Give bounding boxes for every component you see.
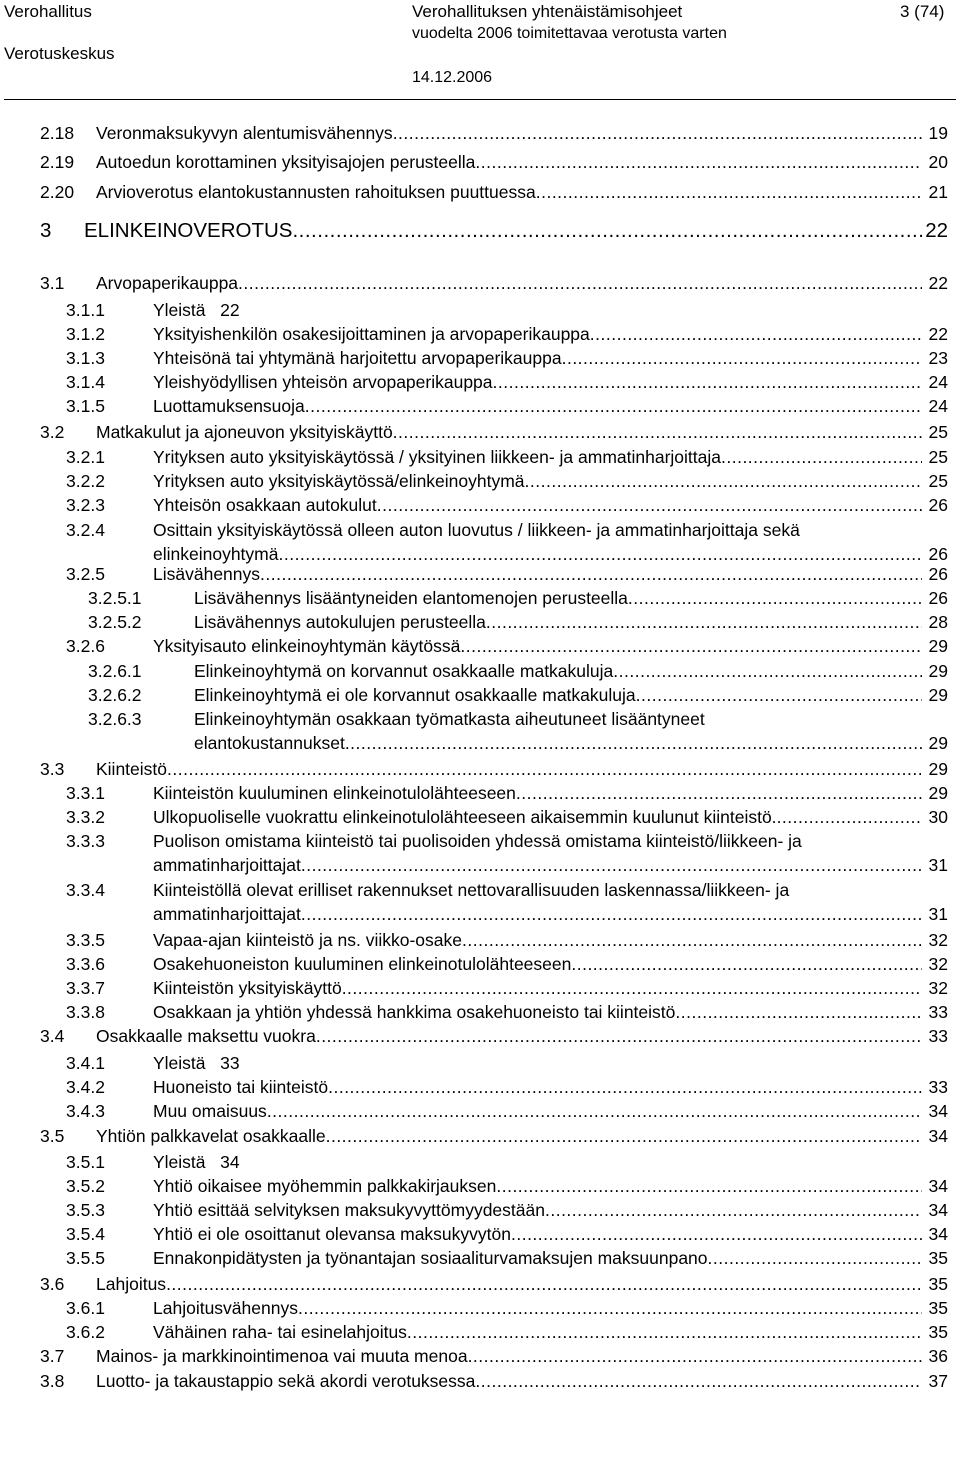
dot-leader — [511, 1222, 922, 1246]
dot-leader — [708, 1246, 922, 1270]
toc-entry-title-continued: ammatinharjoittajat — [153, 855, 301, 875]
toc-entry-title: Lahjoitusvähennys — [153, 1298, 298, 1318]
toc-entry-number: 3.2.2 — [66, 471, 105, 491]
toc-entry-page: 26 — [928, 564, 948, 584]
toc-entry-number: 3.5 — [40, 1126, 65, 1146]
toc-entry-number: 3.3.7 — [66, 978, 105, 998]
toc-entry-page: 26 — [928, 544, 948, 564]
page-header — [0, 0, 960, 100]
toc-entry-title: Lisävähennys autokulujen perusteella — [194, 612, 486, 632]
toc-entry-number: 3.2.3 — [66, 495, 105, 515]
dot-leader — [721, 445, 922, 469]
toc-entry-title: Yhteisön osakkaan autokulut — [153, 495, 377, 515]
toc-entry-title: Elinkeinoyhtymä ei ole korvannut osakkaalle matkakuluja — [194, 685, 636, 705]
toc-entry-title: Kiinteistöllä olevat erilliset rakennukset nettovarallisuuden laskennassa/liikkeen- ja — [153, 880, 790, 900]
toc-entry-number: 3.5.2 — [66, 1176, 105, 1196]
dot-leader — [536, 180, 922, 204]
toc-entry-title: Osittain yksityiskäytössä olleen auton luovutus / liikkeen- ja ammatinharjoittaja sekä — [153, 520, 800, 540]
unit-name: Verotuskeskus — [4, 44, 115, 63]
toc-entry-page: 24 — [928, 372, 948, 392]
dot-leader — [238, 271, 922, 295]
toc-entry-number: 3.2 — [40, 422, 65, 442]
dot-leader — [468, 1344, 922, 1368]
toc-entry-page: 25 — [928, 471, 948, 491]
toc-entry-page: 26 — [928, 495, 948, 515]
toc-entry-number: 3.6 — [40, 1274, 65, 1294]
toc-entry-page: 34 — [928, 1200, 948, 1220]
toc-entry-page: 29 — [928, 685, 948, 705]
toc-entry-page: 29 — [928, 783, 948, 803]
toc-entry-title: Lisävähennys lisääntyneiden elantomenojen perusteella — [194, 588, 628, 608]
toc-entry-title: Yhteisönä tai yhtymänä harjoitettu arvopaperikauppa — [153, 348, 562, 368]
toc-entry-page: 28 — [928, 612, 948, 632]
toc-entry-number: 3.2.1 — [66, 447, 105, 467]
toc-entry-title: Arvioverotus elantokustannusten rahoituksen puuttuessa — [96, 182, 536, 202]
toc-entry-title: Kiinteistön kuuluminen elinkeinotulolähteeseen — [153, 783, 516, 803]
toc-entry-title: Autoedun korottaminen yksityisajojen perusteella — [96, 152, 476, 172]
dot-leader — [407, 1320, 922, 1344]
toc-entry-title: Muu omaisuus — [153, 1101, 267, 1121]
toc-entry-page: 34 — [928, 1126, 948, 1146]
toc-entry-number: 3.7 — [40, 1346, 65, 1366]
toc-entry-page: 24 — [928, 396, 948, 416]
toc-entry-number: 3.4.1 — [66, 1053, 105, 1073]
toc-entry-page: 29 — [928, 759, 948, 779]
toc-entry-number: 3.1.5 — [66, 396, 105, 416]
toc-entry-title: Osakkaan ja yhtiön yhdessä hankkima osakehuoneisto tai kiinteistö — [153, 1002, 676, 1022]
toc-entry-number: 3.2.5.1 — [88, 588, 142, 608]
toc-entry-number: 2.20 — [40, 182, 75, 202]
dot-leader — [613, 659, 922, 683]
toc-entry-number: 3.3 — [40, 759, 65, 779]
toc-entry-title: Osakkaalle maksettu vuokra — [96, 1026, 316, 1046]
toc-entry-page: 29 — [928, 661, 948, 681]
toc-entry-number: 3.5.4 — [66, 1224, 105, 1244]
toc-entry-page: 33 — [928, 1026, 948, 1046]
toc-entry-title: Kiinteistö — [96, 759, 168, 779]
dot-leader — [675, 1000, 922, 1024]
toc-entry-title: Yleistä 33 — [153, 1053, 240, 1073]
toc-entry-title: Ennakonpidätysten ja työnantajan sosiaaliturvamaksujen maksuunpano — [153, 1248, 708, 1268]
toc-entry-page: 32 — [928, 930, 948, 950]
toc-entry-title: Yhtiö oikaisee myöhemmin palkkakirjauksen — [153, 1176, 497, 1196]
dot-leader — [342, 976, 922, 1000]
toc-entry-title: Huoneisto tai kiinteistö — [153, 1077, 329, 1097]
toc-entry-title: Yksityisauto elinkeinoyhtymän käytössä — [153, 636, 461, 656]
toc-entry-page: 36 — [928, 1346, 948, 1366]
toc-entry-number: 3.1.3 — [66, 348, 105, 368]
dot-leader — [525, 469, 922, 493]
toc-entry-number: 3.4.3 — [66, 1101, 105, 1121]
toc-entry-page: 34 — [928, 1176, 948, 1196]
toc-entry-title: Elinkeinoyhtymän osakkaan työmatkasta aiheutuneet lisääntyneet — [194, 709, 705, 729]
toc-entry-number: 3.2.6.3 — [88, 709, 142, 729]
toc-entry-title: Ulkopuoliselle vuokrattu elinkeinotulolähteeseen aikaisemmin kuulunut kiinteistö. — [153, 807, 777, 827]
toc-entry-number: 3 — [40, 219, 52, 242]
toc-entry-title: ELINKEINOVEROTUS — [84, 219, 293, 242]
dot-leader — [462, 928, 922, 952]
toc-entry-number: 3.5.3 — [66, 1200, 105, 1220]
toc-entry-title: Arvopaperikauppa — [96, 273, 239, 293]
toc-entry-title: Osakehuoneiston kuuluminen elinkeinotulolähteeseen — [153, 954, 572, 974]
toc-entry-page: 37 — [928, 1371, 948, 1391]
dot-leader — [345, 731, 922, 755]
toc-entry-number: 3.3.5 — [66, 930, 105, 950]
toc-entry-number: 3.3.4 — [66, 880, 105, 900]
dot-leader — [496, 1174, 922, 1198]
dot-leader — [475, 1369, 922, 1393]
toc-entry-number: 3.2.5.2 — [88, 612, 142, 632]
toc-entry-number: 3.1.1 — [66, 300, 105, 320]
dot-leader — [260, 562, 922, 586]
toc-entry-page: 21 — [928, 182, 948, 202]
dot-leader — [328, 1075, 922, 1099]
toc-entry-title: Yrityksen auto yksityiskäytössä/elinkeinoyhtymä — [153, 471, 525, 491]
header-divider — [4, 99, 956, 100]
toc-entry-number: 3.4 — [40, 1026, 65, 1046]
toc-entry-page: 29 — [928, 733, 948, 753]
toc-entry-number: 3.2.4 — [66, 520, 105, 540]
page-number: 3 (74) — [900, 2, 945, 21]
toc-entry-number: 3.1.4 — [66, 372, 105, 392]
toc-entry-number: 3.3.6 — [66, 954, 105, 974]
dot-leader — [298, 1296, 922, 1320]
toc-entry-page: 32 — [928, 978, 948, 998]
dot-leader — [305, 394, 922, 418]
toc-entry-page: 33 — [928, 1077, 948, 1097]
toc-entry-number: 3.3.8 — [66, 1002, 105, 1022]
dot-leader — [460, 634, 922, 658]
toc-entry-number: 3.4.2 — [66, 1077, 105, 1097]
dot-leader — [475, 150, 922, 174]
dot-leader — [562, 346, 922, 370]
dot-leader — [545, 1198, 922, 1222]
toc-entry-page: 31 — [928, 855, 948, 875]
document-title-line1: Verohallituksen yhtenäistämisohjeet — [412, 2, 683, 21]
dot-leader — [377, 493, 922, 517]
toc-entry-page: 34 — [928, 1101, 948, 1121]
toc-entry-number: 3.5.5 — [66, 1248, 105, 1268]
dot-leader — [486, 610, 922, 634]
toc-entry-number: 3.2.6 — [66, 636, 105, 656]
toc-entry-page: 33 — [928, 1002, 948, 1022]
toc-entry-title: Luottamuksensuoja — [153, 396, 305, 416]
toc-entry-title: Elinkeinoyhtymä on korvannut osakkaalle matkakuluja — [194, 661, 614, 681]
dot-leader — [777, 805, 922, 829]
toc-entry-number: 2.18 — [40, 123, 75, 143]
toc-entry-page: 19 — [928, 123, 948, 143]
toc-entry-page: 30 — [928, 807, 948, 827]
toc-entry-title: Yhtiö ei ole osoittanut olevansa maksukyvytön — [153, 1224, 511, 1244]
dot-leader — [571, 952, 922, 976]
toc-entry-number: 3.2.6.2 — [88, 685, 142, 705]
toc-entry-title: Yhtiön palkkavelat osakkaalle — [96, 1126, 326, 1146]
toc-entry-title: Vähäinen raha- tai esinelahjoitus — [153, 1322, 407, 1342]
toc-entry-title: Yksityishenkilön osakesijoittaminen ja arvopaperikauppa — [153, 324, 590, 344]
org-name: Verohallitus — [4, 2, 92, 21]
toc-entry-number: 3.2.5 — [66, 564, 105, 584]
dot-leader — [493, 370, 922, 394]
toc-entry-number: 3.5.1 — [66, 1152, 105, 1172]
toc-entry-title: Veronmaksukyvyn alentumisvähennys — [96, 123, 393, 143]
toc-entry-title: Lisävähennys — [153, 564, 261, 584]
toc-entry-page: 35 — [928, 1274, 948, 1294]
toc-entry-page: 35 — [928, 1322, 948, 1342]
document-title-line2: vuodelta 2006 toimitettavaa verotusta varten — [412, 25, 727, 42]
toc-entry-number: 3.6.1 — [66, 1298, 105, 1318]
dot-leader — [292, 219, 922, 243]
toc-entry-title: Yleishyödyllisen yhteisön arvopaperikauppa — [153, 372, 493, 392]
toc-entry-page: 25 — [928, 447, 948, 467]
dot-leader — [167, 757, 922, 781]
toc-entry-page: 22 — [925, 219, 948, 242]
toc-entry-number: 3.3.1 — [66, 783, 105, 803]
dot-leader — [628, 586, 922, 610]
toc-entry-number: 3.6.2 — [66, 1322, 105, 1342]
dot-leader — [267, 1099, 922, 1123]
toc-entry-page: 26 — [928, 588, 948, 608]
dot-leader — [301, 853, 922, 877]
toc-entry-number: 3.1.2 — [66, 324, 105, 344]
toc-entry-title: Luotto- ja takaustappio sekä akordi verotuksessa — [96, 1371, 476, 1391]
toc-entry-title: Kiinteistön yksityiskäyttö — [153, 978, 342, 998]
toc-entry-title: Vapaa-ajan kiinteistö ja ns. viikko-osake — [153, 930, 463, 950]
toc-entry-title: Yhtiö esittää selvityksen maksukyvyttömyydestään — [153, 1200, 545, 1220]
toc-entry-title-continued: elinkeinoyhtymä — [153, 544, 279, 564]
toc-entry-title-continued: ammatinharjoittajat — [153, 904, 301, 924]
dot-leader — [326, 1124, 922, 1148]
toc-entry-number: 2.19 — [40, 152, 75, 172]
toc-entry-page: 35 — [928, 1248, 948, 1268]
toc-entry-page: 29 — [928, 636, 948, 656]
toc-entry-number: 3.8 — [40, 1371, 65, 1391]
toc-entry-number: 3.2.6.1 — [88, 661, 142, 681]
toc-entry-number: 3.1 — [40, 273, 65, 293]
toc-entry-page: 35 — [928, 1298, 948, 1318]
dot-leader — [166, 1272, 922, 1296]
toc-entry-number: 3.3.2 — [66, 807, 105, 827]
dot-leader — [590, 322, 922, 346]
toc-entry-page: 34 — [928, 1224, 948, 1244]
toc-entry-title-continued: elantokustannukset — [194, 733, 345, 753]
toc-entry-title: Yleistä 34 — [153, 1152, 240, 1172]
toc-entry-page: 23 — [928, 348, 948, 368]
dot-leader — [516, 781, 922, 805]
dot-leader — [393, 420, 922, 444]
toc-entry-title: Matkakulut ja ajoneuvon yksityiskäyttö — [96, 422, 393, 442]
toc-entry-number: 3.3.3 — [66, 831, 105, 851]
toc-entry-title: Yleistä 22 — [153, 300, 240, 320]
toc-entry-title: Yrityksen auto yksityiskäytössä / yksityinen liikkeen- ja ammatinharjoittaja — [153, 447, 721, 467]
toc-entry-title: Mainos- ja markkinointimenoa vai muuta menoa — [96, 1346, 468, 1366]
toc-entry-page: 22 — [928, 324, 948, 344]
dot-leader — [316, 1024, 922, 1048]
toc-entry-page: 25 — [928, 422, 948, 442]
toc-entry-title: Lahjoitus — [96, 1274, 167, 1294]
dot-leader — [301, 902, 922, 926]
dot-leader — [636, 683, 922, 707]
dot-leader — [393, 121, 922, 145]
document-date: 14.12.2006 — [412, 69, 493, 86]
toc-entry-title: Puolison omistama kiinteistö tai puolisoiden yhdessä omistama kiinteistö/liikkeen- ja — [153, 831, 802, 851]
toc-entry-page: 31 — [928, 904, 948, 924]
toc-entry-page: 22 — [928, 273, 948, 293]
toc-entry-page: 20 — [928, 152, 948, 172]
toc-entry-page: 32 — [928, 954, 948, 974]
